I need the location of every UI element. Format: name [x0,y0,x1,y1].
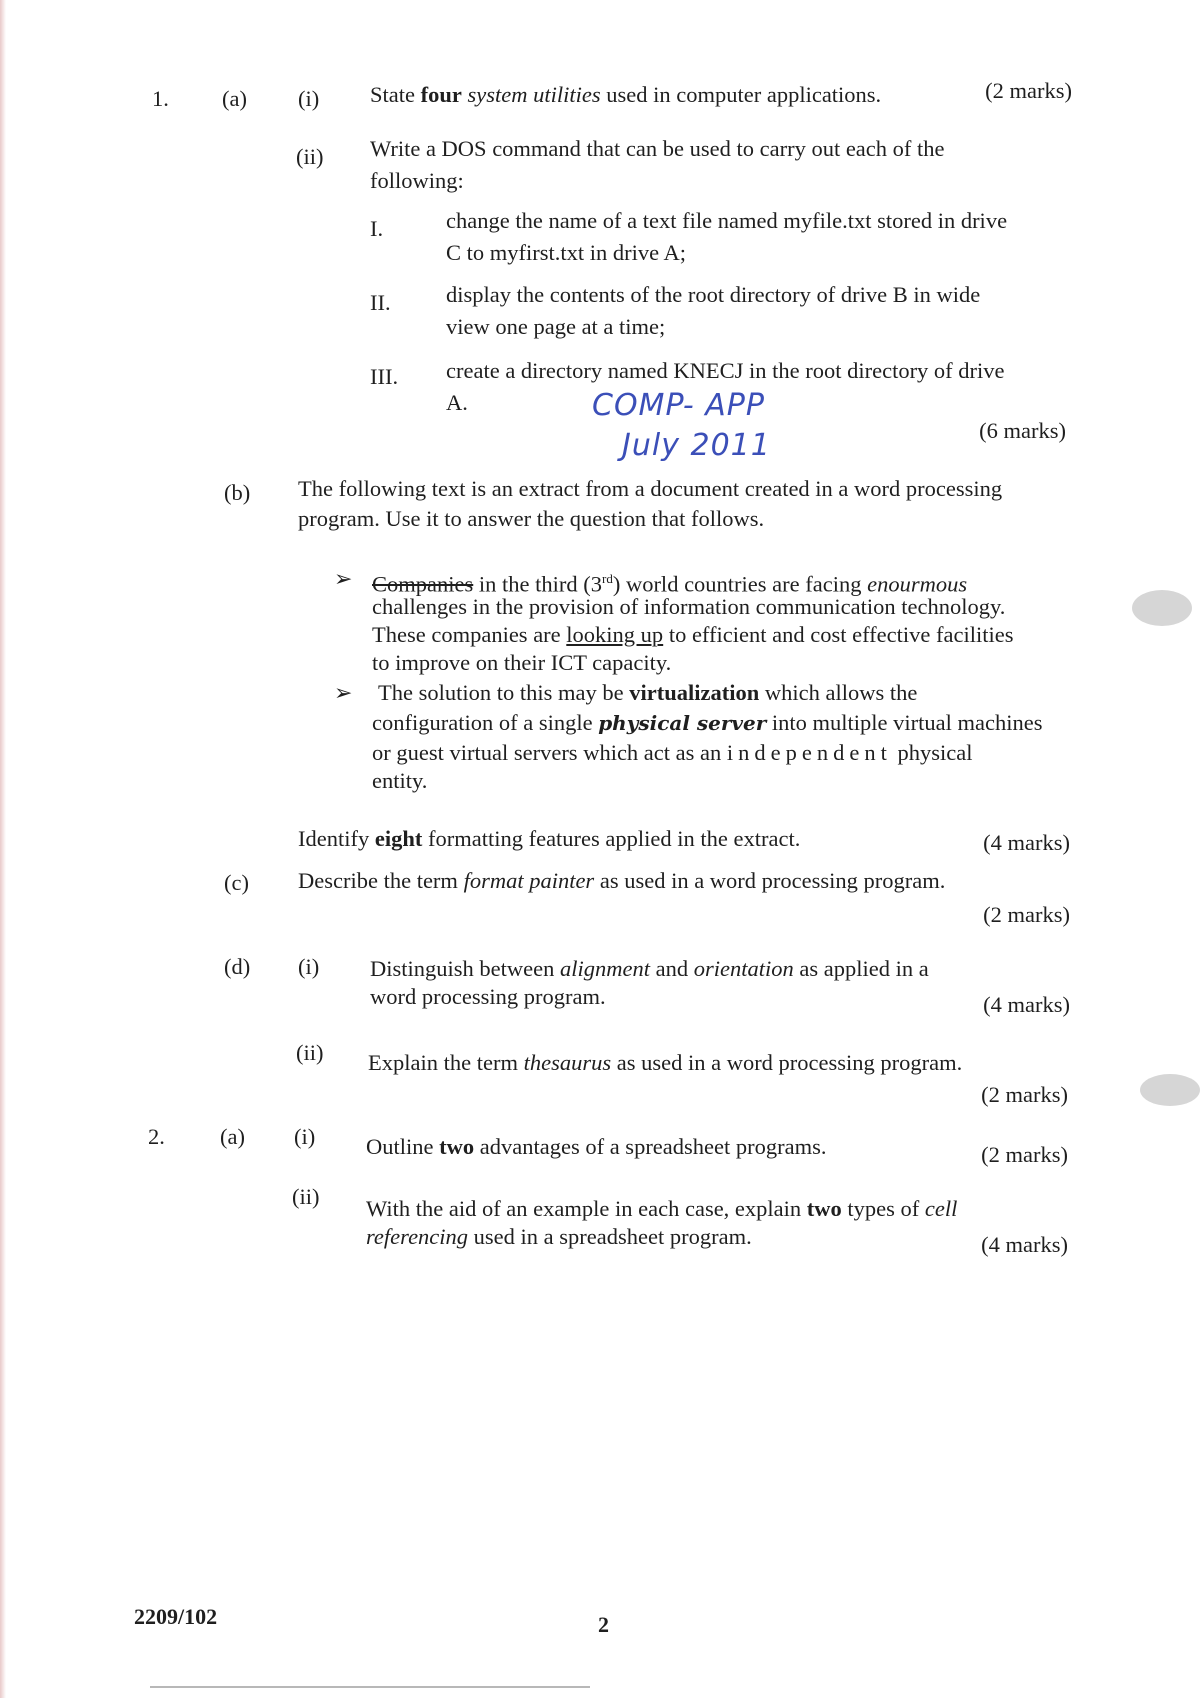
text-run: State [370,82,421,107]
q1-d-label: (d) [224,954,251,979]
right-edge-smudge-1 [1132,590,1192,626]
text-run: or guest virtual servers which act as an [372,740,727,765]
q1-d-ii-marks: (2 marks) [981,1082,1068,1107]
extract-p1-line3 [372,620,1013,650]
q1-a-ii-marks: (6 marks) [979,418,1066,443]
text-run: advantages of a spreadsheet programs. [474,1134,827,1159]
superscript-run: rd [601,571,613,586]
q2-a-i-text [366,1132,827,1162]
text-run: With the aid of an example in each case, explain [366,1196,807,1221]
italic-run: system utilities [467,82,601,107]
text-run: configuration of a single [372,710,599,735]
q1-d-i-line2: word processing program. [370,984,606,1009]
q2-a-label: (a) [220,1124,245,1149]
text-run: types of [841,1196,925,1221]
q1-a-ii-label: (ii) [296,144,324,169]
text-run: physical [891,740,973,765]
text-run: formatting features applied in the extract. [422,826,801,851]
text-run: These companies are [372,622,567,647]
q1-a-label: (a) [222,86,247,111]
left-scan-edge [0,0,6,1698]
handwritten-note-course: COMP- APP [592,388,765,423]
q2-a-ii-line1 [366,1194,957,1224]
q2-a-ii-marks: (4 marks) [981,1232,1068,1257]
q1-b-marks: (4 marks) [983,830,1070,855]
q1-c-text [298,866,945,896]
extract-p2-line3 [372,738,972,768]
italic-run: enourmous [867,571,968,597]
item-line: C to myfirst.txt in drive A; [446,240,686,265]
q1-d-i-label: (i) [298,954,320,979]
text-run: The solution to this may be [378,680,630,705]
text-run: into multiple virtual machines [766,710,1043,735]
q1-a-ii-line1: Write a DOS command that can be used to carry out each of the [370,136,945,161]
arrow-bullet-icon: ➢ [334,566,353,591]
underline-run: looking up [566,622,664,647]
extract-p2-line1 [378,678,917,708]
item-label: III. [370,364,399,389]
expanded-spacing-run: independent [726,740,892,765]
extract-p1-line2: challenges in the provision of information communication technology. [372,594,1006,619]
strikethrough-run: Companies [372,571,474,597]
extract-p1-line4: to improve on their ICT capacity. [372,650,672,675]
q2-a-ii-label: (ii) [292,1184,320,1209]
text-run: as used in a word processing program. [611,1050,963,1075]
text-run: Explain the term [368,1050,524,1075]
text-run: as applied in a [793,956,929,981]
q2-number: 2. [148,1124,165,1149]
page-number: 2 [598,1612,609,1637]
q1-c-marks: (2 marks) [983,902,1070,927]
extract-p2-line4: entity. [372,768,428,793]
q1-a-i-marks: (2 marks) [985,78,1072,103]
item-line: change the name of a text file named myfile.txt stored in drive [446,208,1008,233]
italic-run: cell [924,1196,958,1221]
item-label: II. [370,290,391,315]
q1-a-i-text [370,80,881,110]
italic-run: format painter [463,868,595,893]
text-run: Distinguish between [370,956,560,981]
bold-run: four [420,82,462,107]
q1-b-identify [298,824,800,854]
item-line: create a directory named KNECJ in the root directory of drive [446,358,1005,383]
text-run: in the third (3 [473,571,602,597]
text-run: ) world countries are facing [612,571,868,597]
text-run: Describe the term [298,868,464,893]
script-font-run: physical server [598,711,767,735]
text-run: to efficient and cost effective facilities [663,622,1014,647]
q2-a-ii-line2 [366,1222,752,1252]
bottom-scan-edge [150,1686,590,1688]
handwritten-note-date: July 2011 [622,428,771,463]
q1-a-i-label: (i) [298,86,320,111]
text-run: as used in a word processing program. [594,868,946,893]
text-run: which allows the [759,680,918,705]
q1-a-ii-line2: following: [370,168,464,193]
q2-a-i-label: (i) [294,1124,316,1149]
q1-d-i-marks: (4 marks) [983,992,1070,1017]
q1-d-ii-text [368,1048,962,1078]
right-edge-smudge-2 [1140,1074,1200,1106]
text-run: used in a spreadsheet program. [468,1224,752,1249]
item-label: I. [370,216,384,241]
q1-d-ii-label: (ii) [296,1040,324,1065]
q1-d-i-text [370,954,929,984]
item-line: A. [446,390,468,415]
text-run: used in computer applications. [600,82,882,107]
q1-c-label: (c) [224,870,249,895]
text-run: and [649,956,694,981]
bold-run: eight [374,826,423,851]
text-run: Identify [298,826,375,851]
italic-run: thesaurus [523,1050,612,1075]
arrow-bullet-icon: ➢ [334,680,353,705]
q1-b-line2: program. Use it to answer the question that follows. [298,506,765,531]
q1-number: 1. [152,86,169,111]
text-run: Outline [366,1134,440,1159]
extract-p2-line2 [372,708,1043,738]
q2-a-i-marks: (2 marks) [981,1142,1068,1167]
q1-b-label: (b) [224,480,251,505]
item-line: display the contents of the root directory of drive B in wide [446,282,981,307]
item-line: view one page at a time; [446,314,666,339]
italic-run: orientation [693,956,794,981]
italic-run: alignment [559,956,650,981]
bold-run: two [439,1134,475,1159]
q1-b-line1: The following text is an extract from a document created in a word processing [298,476,1003,501]
italic-run: referencing [366,1224,469,1249]
bold-run: virtualization [629,680,760,705]
bold-run: two [806,1196,842,1221]
paper-code: 2209/102 [134,1604,218,1629]
